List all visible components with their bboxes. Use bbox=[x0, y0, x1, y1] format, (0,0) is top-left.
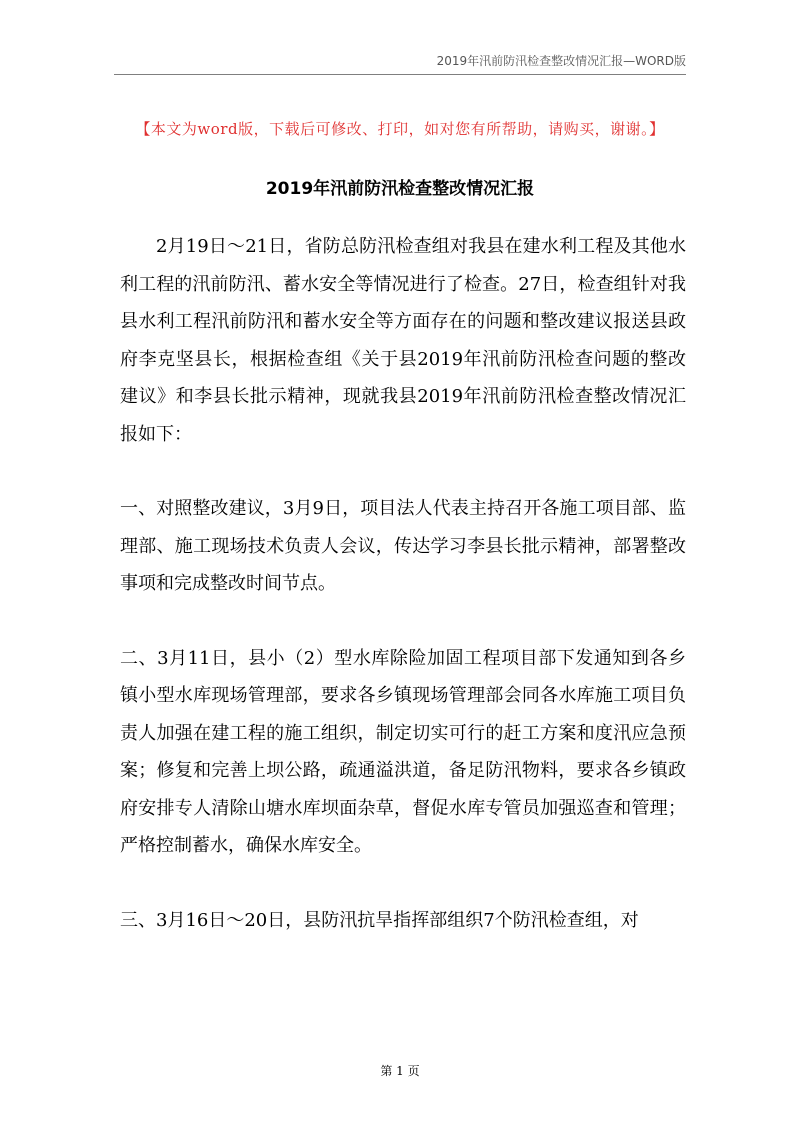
paragraph-intro: 2月19日～21日，省防总防汛检查组对我县在建水利工程及其他水利工程的汛前防汛、蓄水安全等情况进行了检查。27日，检查组针对我县水利工程汛前防汛和蓄水安全等方面存在的问题和整改建议报送县政府李克坚县长，根据检查组《关于县2019年汛前防汛检查问题的整改建议》和李县长批示精神，现就我县2019年汛前防汛检查整改情况汇报如下： bbox=[120, 236, 686, 445]
page-header bbox=[114, 54, 686, 75]
document-title: 2019年汛前防汛检查整改情况汇报 bbox=[265, 179, 535, 199]
paragraph-item-1: 一、对照整改建议，3月9日，项目法人代表主持召开各施工项目部、监理部、施工现场技术负责人会议，传达学习李县长批示精神，部署整改事项和完成整改时间节点。 bbox=[120, 498, 686, 594]
document-body bbox=[120, 228, 686, 939]
paragraph-item-3: 三、3月16日～20日，县防汛抗旱指挥部组织7个防汛检查组，对 bbox=[120, 909, 639, 931]
paragraph-item-2: 二、3月11日，县小（2）型水库除险加固工程项目部下发通知到各乡镇小型水库现场管理部，要求各乡镇现场管理部会同各水库施工项目负责人加强在建工程的施工组织，制定切实可行的赶工方案和度汛应急预案；修复和完善上坝公路，疏通溢洪道，备足防汛物料，要求各乡镇政府安排专人清除山塘水库坝面杂草，督促水库专管员加强巡查和管理；严格控制蓄水，确保水库安全。 bbox=[120, 647, 686, 856]
page-number: 第 1 页 bbox=[380, 1064, 420, 1078]
header-doc-title: 2019年汛前防汛检查整改情况汇报—WORD版 bbox=[436, 54, 686, 68]
download-notice: 【本文为word版，下载后可修改、打印，如对您有所帮助，请购买，谢谢。】 bbox=[135, 120, 665, 138]
